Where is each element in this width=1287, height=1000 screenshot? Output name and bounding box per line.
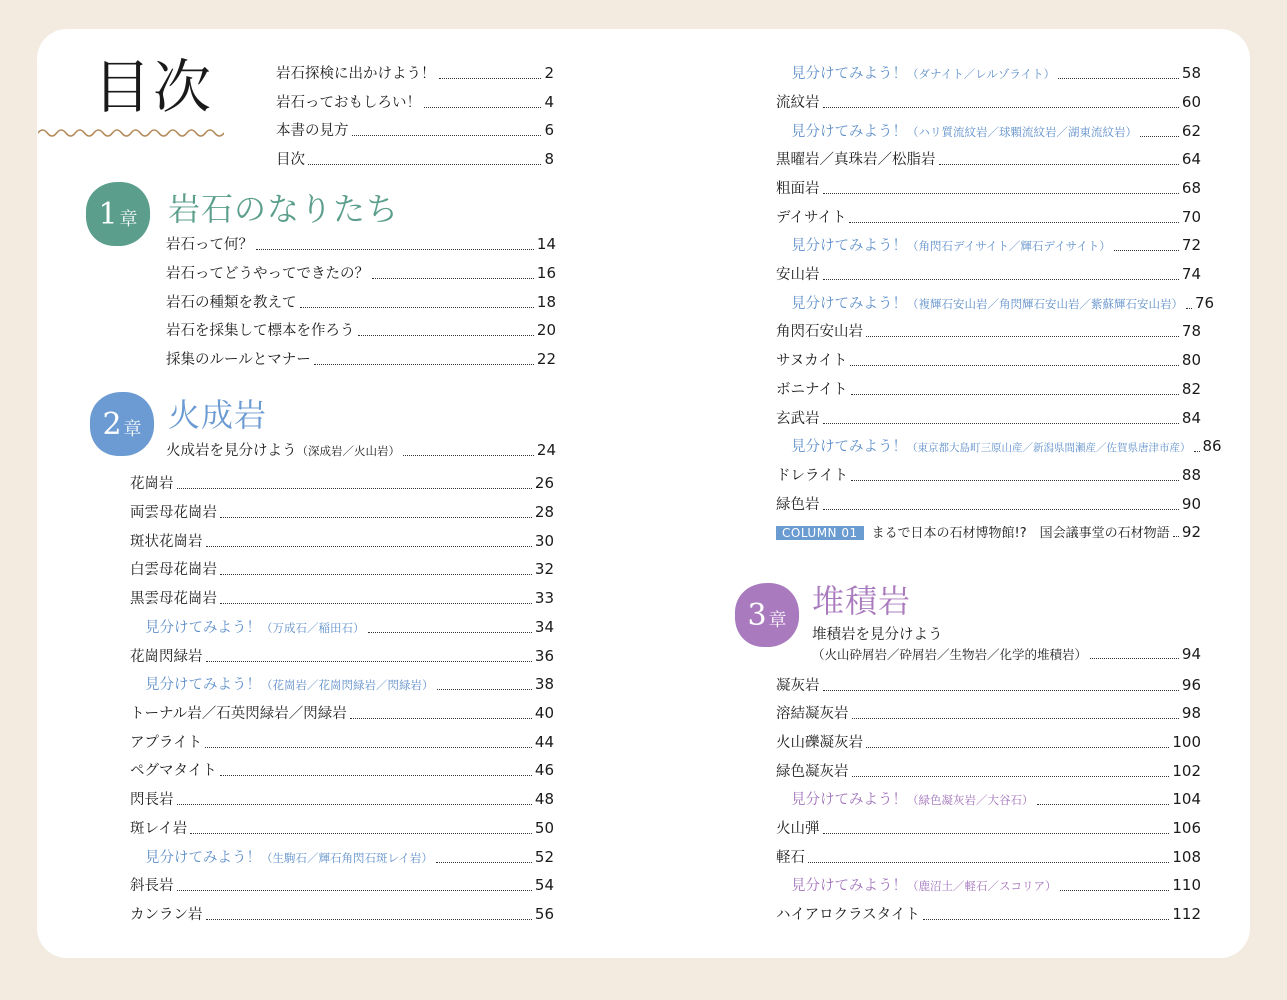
toc-entry[interactable]: 花崗閃緑岩 36 [130, 647, 554, 665]
toc-entry-compare[interactable]: 見分けてみよう！ （花崗岩／花崗閃緑岩／閃緑岩） 38 [145, 675, 554, 693]
toc-entry-lead-title[interactable]: 堆積岩を見分けよう [812, 627, 943, 643]
toc-entry-compare[interactable]: 見分けてみよう！ （東京都大島町三原山産／新潟県間瀬産／佐賀県唐津市産） 86 [791, 437, 1222, 455]
page-title: 目次 [93, 53, 214, 121]
toc-entry[interactable]: 白雲母花崗岩 32 [130, 560, 554, 578]
toc-entry[interactable]: 角閃石安山岩 78 [776, 322, 1201, 340]
toc-entry[interactable]: 採集のルールとマナー 22 [166, 350, 556, 368]
chapter-3-badge: 3 章 [733, 581, 801, 649]
toc-entry[interactable]: 緑色凝灰岩 102 [776, 762, 1201, 780]
toc-entry-intro-1[interactable]: 岩石探検に出かけよう！ 2 [276, 64, 554, 82]
toc-entry[interactable]: 花崗岩 26 [130, 474, 554, 492]
toc-entry[interactable]: 黒雲母花崗岩 33 [130, 589, 554, 607]
toc-entry[interactable]: 安山岩 74 [776, 265, 1201, 283]
toc-entry[interactable]: 閃長岩 48 [130, 790, 554, 808]
toc-entry[interactable]: サヌカイト 80 [776, 351, 1201, 369]
toc-entry[interactable]: 斑状花崗岩 30 [130, 532, 554, 550]
toc-entry[interactable]: 軽石 108 [776, 848, 1201, 866]
toc-entry-compare[interactable]: 見分けてみよう！ （鹿沼土／軽石／スコリア） 110 [791, 876, 1201, 894]
toc-entry[interactable]: ペグマタイト 46 [130, 761, 554, 779]
toc-entry[interactable]: デイサイト 70 [776, 208, 1201, 226]
toc-entry[interactable]: 火山礫凝灰岩 100 [776, 733, 1201, 751]
toc-entry-intro-4[interactable]: 目次 8 [276, 150, 554, 168]
toc-entry[interactable]: 岩石ってどうやってできたの？ 16 [166, 264, 556, 282]
toc-entry[interactable]: 岩石を採集して標本を作ろう 20 [166, 321, 556, 339]
toc-entry[interactable]: 斜長岩 54 [130, 876, 554, 894]
toc-entry[interactable]: 岩石の種類を教えて 18 [166, 293, 556, 311]
toc-entry-lead[interactable]: （火山砕屑岩／砕屑岩／生物岩／化学的堆積岩） 94 [812, 645, 1201, 663]
toc-entry-compare[interactable]: 見分けてみよう！ （万成石／稲田石） 34 [145, 618, 554, 636]
toc-entry-compare[interactable]: 見分けてみよう！ （角閃石デイサイト／輝石デイサイト） 72 [791, 236, 1201, 254]
toc-entry-compare[interactable]: 見分けてみよう！ （ハリ質流紋岩／球顆流紋岩／湖東流紋岩） 62 [791, 122, 1201, 140]
toc-entry[interactable]: トーナル岩／石英閃緑岩／閃緑岩 40 [130, 704, 554, 722]
toc-entry[interactable]: 両雲母花崗岩 28 [130, 503, 554, 521]
toc-entry[interactable]: 斑レイ岩 50 [130, 819, 554, 837]
toc-entry[interactable]: アプライト 44 [130, 733, 554, 751]
toc-entry[interactable]: 粗面岩 68 [776, 179, 1201, 197]
toc-entry-lead[interactable]: 火成岩を見分けよう （深成岩／火山岩） 24 [166, 441, 556, 459]
toc-entry[interactable]: 黒曜岩／真珠岩／松脂岩 64 [776, 150, 1201, 168]
toc-entry-column[interactable]: COLUMN 01 まるで日本の石材博物館!? 国会議事堂の石材物語 92 [776, 525, 1201, 540]
chapter-2-badge: 2 章 [88, 390, 156, 458]
chapter-1-title: 岩石のなりたち [168, 190, 400, 228]
toc-entry[interactable]: カンラン岩 56 [130, 905, 554, 923]
chapter-3-title: 堆積岩 [812, 582, 912, 620]
toc-entry-compare[interactable]: 見分けてみよう！ （ダナイト／レルゾライト） 58 [791, 64, 1201, 82]
toc-entry[interactable]: 溶結凝灰岩 98 [776, 704, 1201, 722]
column-badge: COLUMN 01 [776, 526, 864, 540]
toc-entry-compare[interactable]: 見分けてみよう！ （生駒石／輝石角閃石斑レイ岩） 52 [145, 848, 554, 866]
toc-entry-intro-2[interactable]: 岩石っておもしろい！ 4 [276, 93, 554, 111]
toc-entry[interactable]: 玄武岩 84 [776, 409, 1201, 427]
toc-entry-compare[interactable]: 見分けてみよう！ （緑色凝灰岩／大谷石） 104 [791, 790, 1201, 808]
toc-entry[interactable]: ドレライト 88 [776, 466, 1201, 484]
chapter-2-title: 火成岩 [168, 396, 268, 434]
toc-entry[interactable]: 凝灰岩 96 [776, 676, 1201, 694]
toc-entry[interactable]: 火山弾 106 [776, 819, 1201, 837]
toc-entry[interactable]: 岩石って何？ 14 [166, 235, 556, 253]
toc-entry[interactable]: 緑色岩 90 [776, 495, 1201, 513]
toc-entry[interactable]: ボニナイト 82 [776, 380, 1201, 398]
toc-entry-compare[interactable]: 見分けてみよう！ （複輝石安山岩／角閃輝石安山岩／紫蘇輝石安山岩） 76 [791, 294, 1215, 312]
toc-entry[interactable]: ハイアロクラスタイト 112 [776, 905, 1201, 923]
chapter-1-badge: 1 章 [84, 180, 152, 248]
toc-entry[interactable]: 流紋岩 60 [776, 93, 1201, 111]
toc-page [37, 29, 1250, 958]
toc-entry-intro-3[interactable]: 本書の見方 6 [276, 121, 554, 139]
wavy-divider-icon [38, 127, 224, 139]
